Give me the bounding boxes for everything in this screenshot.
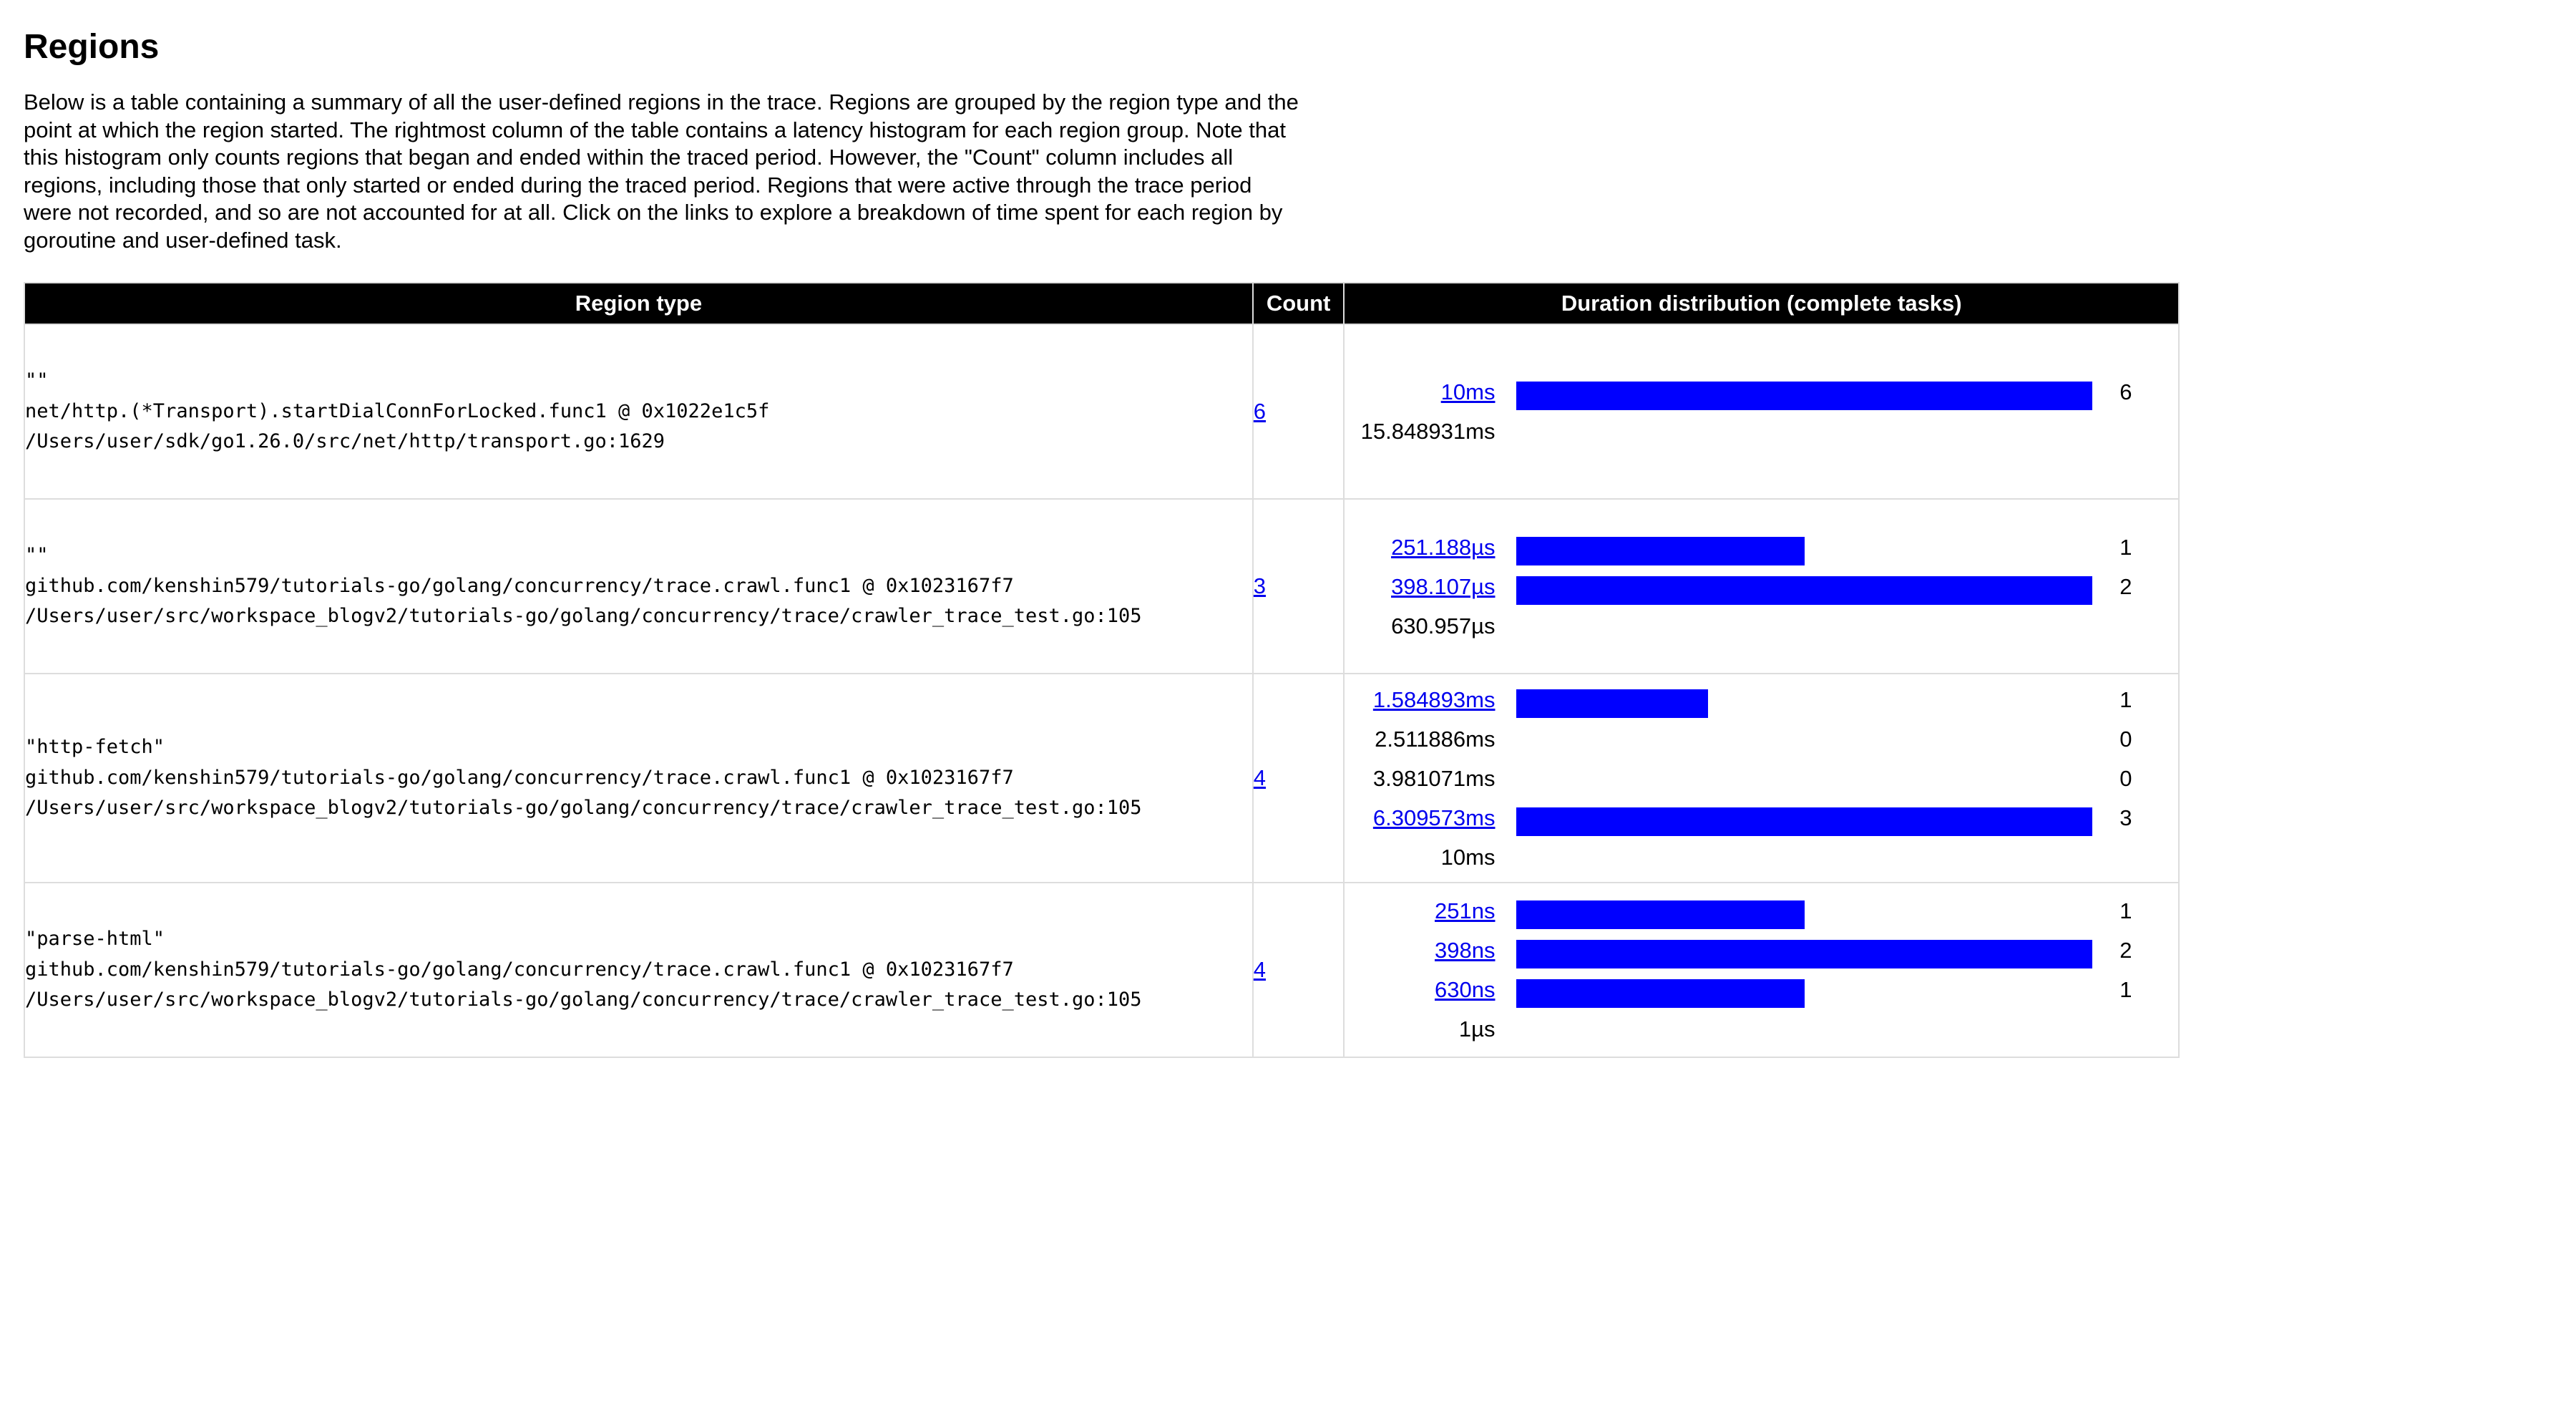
region-name: "" [25,369,49,392]
histogram-bin-count [2089,606,2132,646]
region-name: "http-fetch" [25,736,165,759]
histogram-bin-count: 6 [2119,379,2132,404]
histogram-bar-track [1516,528,2089,567]
histogram-bar-track [1516,719,2089,759]
histogram-bin-link[interactable]: 10ms [1440,379,1496,404]
histogram-bin-label: 630.957µs [1391,613,1496,638]
region-type-cell [24,324,1253,499]
region-file: /Users/user/src/workspace_blogv2/tutorials-go/golang/concurrency/trace/crawler_trace_test.go:105 [25,797,1142,820]
histogram-bar-track [1516,837,2089,877]
header-region-type: Region type [24,283,1253,324]
table-body [24,324,2179,1057]
header-duration-distribution: Duration distribution (complete tasks) [1344,283,2179,324]
count-cell [1253,324,1345,499]
histogram-bin-count: 1 [2119,977,2132,1002]
histogram-bin-label [1345,528,1516,567]
table-row [24,674,2179,883]
histogram-bin-count: 1 [2119,898,2132,923]
count-link[interactable]: 4 [1253,765,1267,790]
histogram-bin-count [2089,1009,2132,1049]
count-link[interactable]: 3 [1253,573,1267,598]
table-header-row [24,283,2179,324]
histogram-bin-link[interactable]: 630ns [1435,977,1496,1002]
histogram-bin-label: 15.848931ms [1360,419,1496,444]
region-file: /Users/user/sdk/go1.26.0/src/net/http/transport.go:1629 [25,430,665,453]
region-func: net/http.(*Transport).startDialConnForLocked.func1 @ 0x1022e1c5f [25,399,770,422]
duration-histogram-cell [1344,883,2179,1057]
histogram-bar-track [1516,891,2089,931]
page [24,26,2132,1041]
duration-histogram [1345,680,2178,877]
histogram-bin-label [1345,372,1516,412]
histogram-bin-label [1345,931,1516,970]
duration-histogram [1345,372,2178,451]
histogram-bin-count: 2 [2119,573,2132,599]
histogram-bin-label [1345,798,1516,837]
histogram-bar-track [1516,567,2089,606]
histogram-bin-count: 0 [2119,765,2132,791]
count-cell [1253,883,1345,1057]
region-name: "" [25,544,49,567]
duration-histogram-cell [1344,324,2179,499]
histogram-bar [1516,900,1805,929]
histogram-bar-track [1516,1009,2089,1049]
histogram-bin-link[interactable]: 398ns [1435,938,1496,963]
histogram-bin-label [1345,891,1516,931]
histogram-bar-track [1516,680,2089,719]
histogram-bar-track [1516,606,2089,646]
histogram-bin-label: 10ms [1440,844,1496,870]
region-type-cell [24,883,1253,1057]
histogram-bin-count: 1 [2119,534,2132,560]
histogram-bin-label: 2.511886ms [1375,726,1496,752]
histogram-bin-label [1345,680,1516,719]
region-name: "parse-html" [25,928,165,951]
histogram-bar-track [1516,798,2089,837]
duration-histogram [1345,528,2178,646]
histogram-bar [1516,979,1805,1008]
duration-histogram [1345,891,2178,1049]
histogram-bin-link[interactable]: 251ns [1435,898,1496,923]
histogram-bin-link[interactable]: 398.107µs [1391,573,1496,599]
page-title: Regions [24,28,160,66]
histogram-bin-count: 1 [2119,686,2132,712]
count-cell [1253,499,1345,674]
intro-text: Below is a table containing a summary of all the user-defined regions in the trace. Regions are grouped by the region type and the point at which the region started. The rightmost column of the table contains a latency histogram for each region group. Note that this histogram only counts regions that began and ended within the traced period. However, the "Count" column includes all regions, including those that only started or ended during the traced period. Regions that were active through the trace period were not recorded, and so are not accounted for at all. Click on the links to explore a breakdown of time spent for each region by goroutine and user-defined task. [24,89,1299,253]
histogram-bar-track [1516,372,2089,412]
count-link[interactable]: 6 [1253,399,1267,424]
duration-histogram-cell [1344,499,2179,674]
histogram-bin-link[interactable]: 1.584893ms [1372,686,1496,712]
region-type-cell [24,674,1253,883]
region-type-cell [24,499,1253,674]
table-row [24,883,2179,1057]
region-func: github.com/kenshin579/tutorials-go/golang/concurrency/trace.crawl.func1 @ 0x1023167f7 [25,766,1014,789]
histogram-bar [1516,940,2092,968]
histogram-bin-count: 2 [2119,938,2132,963]
histogram-bar [1516,807,2092,836]
histogram-bin-label [1345,567,1516,606]
region-file: /Users/user/src/workspace_blogv2/tutorials-go/golang/concurrency/trace/crawler_trace_test.go:105 [25,989,1142,1011]
histogram-bin-link[interactable]: 251.188µs [1391,534,1496,560]
header-count: Count [1253,283,1345,324]
regions-table [24,282,2180,1058]
region-file: /Users/user/src/workspace_blogv2/tutorials-go/golang/concurrency/trace/crawler_trace_test.go:105 [25,605,1142,628]
region-func: github.com/kenshin579/tutorials-go/golang/concurrency/trace.crawl.func1 @ 0x1023167f7 [25,958,1014,981]
histogram-bar-track [1516,931,2089,970]
histogram-bar-track [1516,412,2089,451]
region-func: github.com/kenshin579/tutorials-go/golang/concurrency/trace.crawl.func1 @ 0x1023167f7 [25,574,1014,597]
count-link[interactable]: 4 [1253,957,1267,982]
histogram-bar-track [1516,759,2089,798]
histogram-bin-label: 3.981071ms [1372,765,1496,791]
histogram-bin-count [2089,837,2132,877]
histogram-bar-track [1516,970,2089,1009]
table-row [24,499,2179,674]
histogram-bar [1516,689,1708,718]
histogram-bin-label [1345,970,1516,1009]
histogram-bar [1516,382,2092,410]
histogram-bin-count: 0 [2119,726,2132,752]
histogram-bin-link[interactable]: 6.309573ms [1372,805,1496,830]
histogram-bin-label: 1µs [1458,1016,1496,1041]
histogram-bin-count: 3 [2119,805,2132,830]
table-row [24,324,2179,499]
histogram-bin-count [2089,412,2132,451]
count-cell [1253,674,1345,883]
histogram-bar [1516,576,2092,605]
duration-histogram-cell [1344,674,2179,883]
histogram-bar [1516,537,1805,565]
